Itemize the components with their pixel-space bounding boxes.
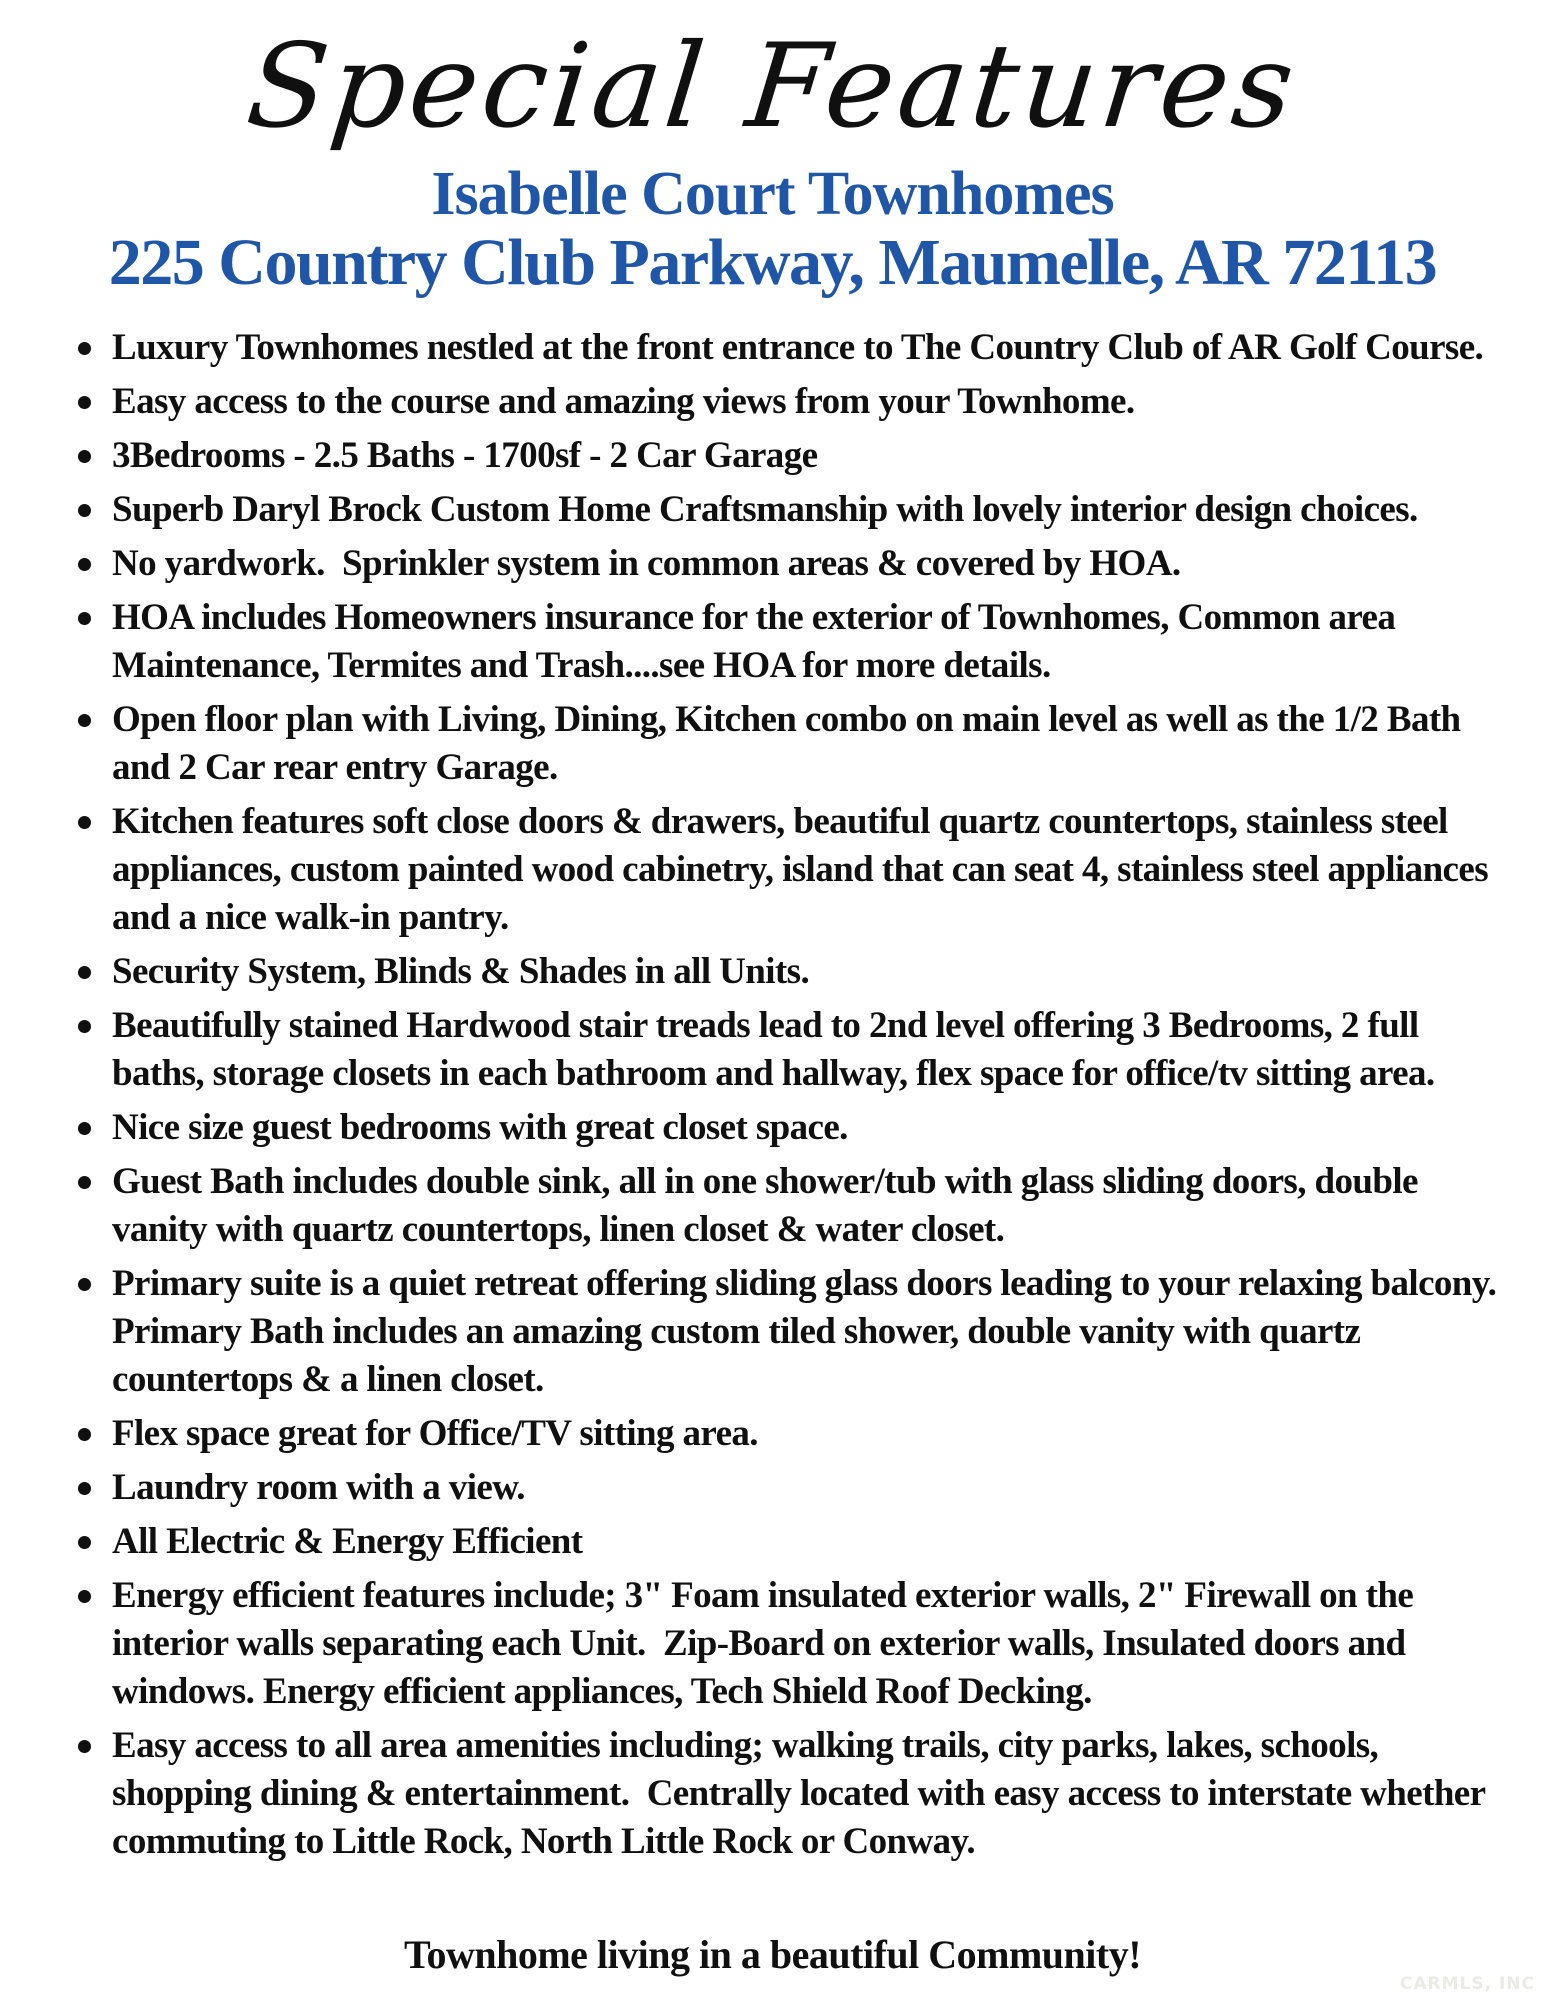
feature-item: Easy access to all area amenities including; walking trails, city parks, lakes, schools, shopping dining & entertainment. Centrally located with easy access to interstate whether commuting to Little Rock, North Little Rock or Conway.	[72, 1722, 1517, 1866]
feature-item: Laundry room with a view.	[72, 1464, 1517, 1512]
mls-watermark: CARMLS, INC	[1399, 1974, 1535, 1994]
feature-item: Nice size guest bedrooms with great closet space.	[72, 1104, 1517, 1152]
feature-item: Beautifully stained Hardwood stair treads lead to 2nd level offering 3 Bedrooms, 2 full baths, storage closets in each bathroom and hallway, flex space for office/tv sitting area.	[72, 1002, 1517, 1098]
footer-tagline: Townhome living in a beautiful Community!	[403, 1932, 1142, 1977]
feature-item: Flex space great for Office/TV sitting area.	[72, 1410, 1517, 1458]
feature-item: No yardwork. Sprinkler system in common areas & covered by HOA.	[72, 540, 1517, 588]
feature-item: Primary suite is a quiet retreat offering sliding glass doors leading to your relaxing balcony. Primary Bath includes an amazing custom tiled shower, double vanity with quartz countertops & a linen closet.	[72, 1260, 1517, 1404]
feature-item: Kitchen features soft close doors & drawers, beautiful quartz countertops, stainless steel appliances, custom painted wood cabinetry, island that can seat 4, stainless steel appliances and a nice walk-in pantry.	[72, 798, 1517, 942]
feature-item: All Electric & Energy Efficient	[72, 1518, 1517, 1566]
feature-item: Easy access to the course and amazing views from your Townhome.	[72, 378, 1517, 426]
feature-item: Security System, Blinds & Shades in all Units.	[72, 948, 1517, 996]
feature-item: 3Bedrooms - 2.5 Baths - 1700sf - 2 Car Garage	[72, 432, 1517, 480]
features-list	[72, 324, 1517, 1866]
feature-item: HOA includes Homeowners insurance for the exterior of Townhomes, Common area Maintenance, Termites and Trash....see HOA for more details.	[72, 594, 1517, 690]
feature-item: Luxury Townhomes nestled at the front entrance to The Country Club of AR Golf Course.	[72, 324, 1517, 372]
feature-item: Open floor plan with Living, Dining, Kitchen combo on main level as well as the 1/2 Bath and 2 Car rear entry Garage.	[72, 696, 1517, 792]
feature-item: Energy efficient features include; 3" Foam insulated exterior walls, 2" Firewall on the interior walls separating each Unit. Zip-Board on exterior walls, Insulated doors and windows. Energy efficient appliances, Tech Shield Roof Decking.	[72, 1572, 1517, 1716]
property-address: 225 Country Club Parkway, Maumelle, AR 72113	[108, 226, 1437, 300]
feature-item: Superb Daryl Brock Custom Home Craftsmanship with lovely interior design choices.	[72, 486, 1517, 534]
script-title: Special Features	[241, 19, 1304, 154]
feature-item: Guest Bath includes double sink, all in one shower/tub with glass sliding doors, double vanity with quartz countertops, linen closet & water closet.	[72, 1158, 1517, 1254]
property-title: Isabelle Court Townhomes	[431, 160, 1114, 228]
